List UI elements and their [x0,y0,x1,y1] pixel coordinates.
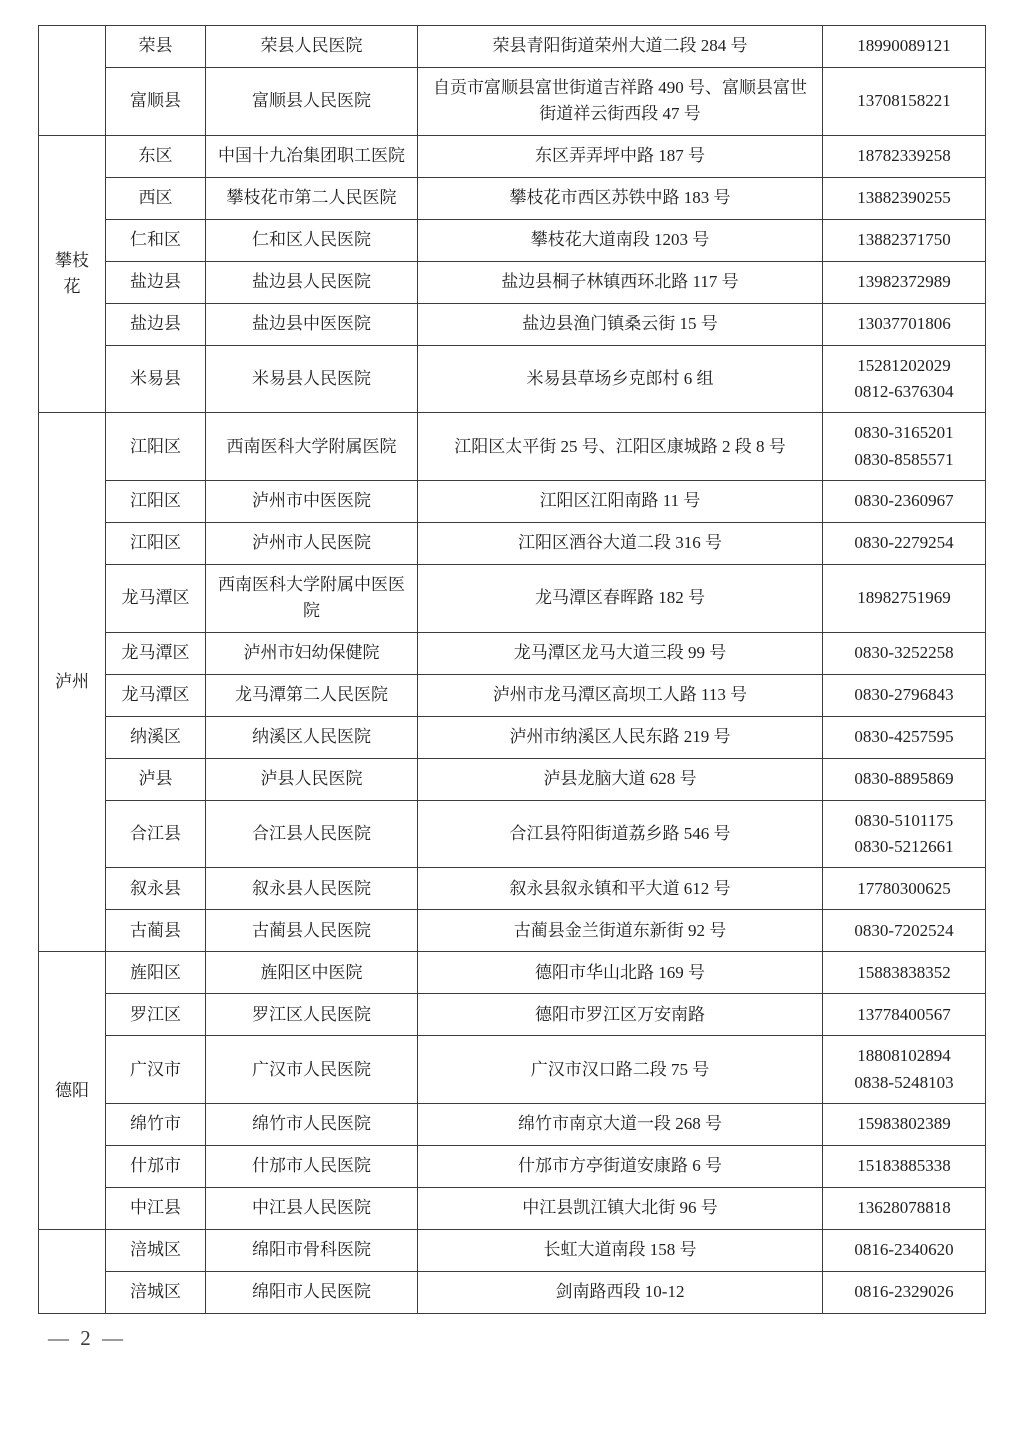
hospital-cell: 叙永县人民医院 [206,868,418,910]
phone-cell [823,1146,986,1188]
district-cell: 绵竹市 [106,1104,206,1146]
phone-cell [823,177,986,219]
address-cell: 泸州市纳溪区人民东路 219 号 [418,716,823,758]
address-cell: 江阳区江阳南路 11 号 [418,481,823,523]
district-cell: 龙马潭区 [106,565,206,633]
phone-cell [823,910,986,952]
phone-cell [823,303,986,345]
district-cell: 合江县 [106,800,206,868]
page-number: — 2 — [48,1326,126,1350]
hospital-cell: 绵阳市人民医院 [206,1272,418,1314]
address-cell: 什邡市方亭街道安康路 6 号 [418,1146,823,1188]
hospital-cell: 泸州市人民医院 [206,523,418,565]
address-cell: 合江县符阳街道荔乡路 546 号 [418,800,823,868]
phone-number: 0830-8585571 [854,449,954,469]
phone-number: 0830-5212661 [854,837,954,857]
hospital-cell: 罗江区人民医院 [206,994,418,1036]
hospital-cell: 富顺县人民医院 [206,68,418,136]
district-cell: 东区 [106,135,206,177]
table-row [39,716,986,758]
district-cell: 广汉市 [106,1036,206,1104]
hospital-cell: 中江县人民医院 [206,1188,418,1230]
phone-cell [823,26,986,68]
hospital-cell: 合江县人民医院 [206,800,418,868]
hospital-cell: 广汉市人民医院 [206,1036,418,1104]
address-cell: 德阳市华山北路 169 号 [418,952,823,994]
phone-number: 0816-2329026 [854,1282,954,1302]
hospital-cell: 绵阳市骨科医院 [206,1230,418,1272]
hospital-cell: 旌阳区中医院 [206,952,418,994]
address-cell: 德阳市罗江区万安南路 [418,994,823,1036]
district-cell: 旌阳区 [106,952,206,994]
district-cell: 古蔺县 [106,910,206,952]
table-row [39,910,986,952]
table-row [39,800,986,868]
district-cell: 泸县 [106,758,206,800]
district-cell: 西区 [106,177,206,219]
table-row [39,68,986,136]
city-cell [39,1230,106,1314]
hospital-cell: 米易县人民医院 [206,345,418,413]
phone-cell [823,523,986,565]
district-cell: 叙永县 [106,868,206,910]
table-row [39,868,986,910]
district-cell: 仁和区 [106,219,206,261]
table-row [39,1272,986,1314]
phone-number: 0830-3165201 [854,423,954,443]
address-cell: 米易县草场乡克郎村 6 组 [418,345,823,413]
address-cell: 龙马潭区龙马大道三段 99 号 [418,632,823,674]
address-cell: 古蔺县金兰街道东新街 92 号 [418,910,823,952]
table-row [39,994,986,1036]
phone-number: 15983802389 [857,1114,951,1134]
phone-number: 0838-5248103 [854,1072,954,1092]
address-cell: 中江县凯江镇大北街 96 号 [418,1188,823,1230]
phone-number: 0830-7202524 [854,920,954,940]
phone-number: 0830-4257595 [854,727,954,747]
address-cell: 盐边县桐子林镇西环北路 117 号 [418,261,823,303]
city-cell: 泸州 [39,413,106,952]
phone-cell [823,994,986,1036]
hospital-cell: 荣县人民医院 [206,26,418,68]
district-cell: 罗江区 [106,994,206,1036]
address-cell: 泸州市龙马潭区高坝工人路 113 号 [418,674,823,716]
district-cell: 中江县 [106,1188,206,1230]
phone-number: 15281202029 [857,355,951,375]
hospital-cell: 泸州市妇幼保健院 [206,632,418,674]
phone-number: 0830-3252258 [854,643,954,663]
table-row [39,565,986,633]
table-row [39,674,986,716]
hospital-cell: 什邡市人民医院 [206,1146,418,1188]
phone-number: 0830-2796843 [854,685,954,705]
phone-number: 15883838352 [857,962,951,982]
table-row [39,952,986,994]
hospital-cell: 西南医科大学附属医院 [206,413,418,481]
hospital-table-body [39,26,986,1314]
address-cell: 广汉市汉口路二段 75 号 [418,1036,823,1104]
phone-cell [823,1188,986,1230]
table-row [39,219,986,261]
table-row [39,1104,986,1146]
address-cell: 盐边县渔门镇桑云街 15 号 [418,303,823,345]
phone-number: 18782339258 [857,146,951,166]
phone-number: 13882371750 [857,230,951,250]
phone-cell [823,1272,986,1314]
phone-cell [823,1230,986,1272]
address-cell: 叙永县叙永镇和平大道 612 号 [418,868,823,910]
district-cell: 涪城区 [106,1230,206,1272]
hospital-cell: 中国十九冶集团职工医院 [206,135,418,177]
phone-number: 17780300625 [857,878,951,898]
district-cell: 龙马潭区 [106,632,206,674]
city-cell: 攀枝花 [39,135,106,413]
phone-number: 13982372989 [857,272,951,292]
district-cell: 涪城区 [106,1272,206,1314]
table-row [39,523,986,565]
phone-cell [823,68,986,136]
district-cell: 江阳区 [106,523,206,565]
district-cell: 荣县 [106,26,206,68]
district-cell: 米易县 [106,345,206,413]
table-row [39,1146,986,1188]
phone-number: 18982751969 [857,588,951,608]
phone-number: 0830-8895869 [854,769,954,789]
address-cell: 自贡市富顺县富世街道吉祥路 490 号、富顺县富世街道祥云街西段 47 号 [418,68,823,136]
phone-cell [823,565,986,633]
phone-cell [823,758,986,800]
district-cell: 纳溪区 [106,716,206,758]
district-cell: 江阳区 [106,481,206,523]
address-cell: 江阳区酒谷大道二段 316 号 [418,523,823,565]
phone-cell [823,716,986,758]
address-cell: 绵竹市南京大道一段 268 号 [418,1104,823,1146]
phone-number: 0830-5101175 [854,810,954,830]
table-row [39,413,986,481]
table-row [39,481,986,523]
address-cell: 龙马潭区春晖路 182 号 [418,565,823,633]
district-cell: 龙马潭区 [106,674,206,716]
district-cell: 盐边县 [106,303,206,345]
phone-number: 0830-2360967 [854,491,954,511]
table-row [39,261,986,303]
hospital-cell: 攀枝花市第二人民医院 [206,177,418,219]
table-row [39,26,986,68]
table-row [39,303,986,345]
phone-number: 13708158221 [857,91,951,111]
hospital-cell: 泸县人民医院 [206,758,418,800]
hospital-cell: 仁和区人民医院 [206,219,418,261]
phone-cell [823,1104,986,1146]
hospital-cell: 盐边县中医医院 [206,303,418,345]
table-row [39,345,986,413]
city-cell [39,26,106,136]
hospital-cell: 绵竹市人民医院 [206,1104,418,1146]
hospital-cell: 古蔺县人民医院 [206,910,418,952]
phone-number: 13778400567 [857,1004,951,1024]
phone-number: 13882390255 [857,188,951,208]
address-cell: 攀枝花大道南段 1203 号 [418,219,823,261]
hospital-cell: 盐边县人民医院 [206,261,418,303]
phone-number: 0812-6376304 [854,382,954,402]
phone-number: 0830-2279254 [854,533,954,553]
table-row [39,1230,986,1272]
address-cell: 泸县龙脑大道 628 号 [418,758,823,800]
hospital-cell: 龙马潭第二人民医院 [206,674,418,716]
address-cell: 攀枝花市西区苏铁中路 183 号 [418,177,823,219]
phone-cell [823,481,986,523]
hospital-table [38,25,986,1314]
address-cell: 东区弄弄坪中路 187 号 [418,135,823,177]
district-cell: 什邡市 [106,1146,206,1188]
table-row [39,135,986,177]
phone-cell [823,800,986,868]
phone-number: 13037701806 [857,314,951,334]
district-cell: 富顺县 [106,68,206,136]
address-cell: 长虹大道南段 158 号 [418,1230,823,1272]
phone-cell [823,219,986,261]
phone-cell [823,413,986,481]
table-row [39,632,986,674]
address-cell: 剑南路西段 10-12 [418,1272,823,1314]
phone-number: 0816-2340620 [854,1240,954,1260]
phone-number: 18990089121 [857,36,951,56]
phone-cell [823,1036,986,1104]
phone-number: 13628078818 [857,1198,951,1218]
address-cell: 荣县青阳街道荣州大道二段 284 号 [418,26,823,68]
phone-cell [823,674,986,716]
hospital-cell: 泸州市中医医院 [206,481,418,523]
district-cell: 江阳区 [106,413,206,481]
district-cell: 盐边县 [106,261,206,303]
phone-cell [823,261,986,303]
city-cell: 德阳 [39,952,106,1230]
phone-number: 18808102894 [857,1046,951,1066]
table-row [39,758,986,800]
phone-cell [823,952,986,994]
hospital-cell: 纳溪区人民医院 [206,716,418,758]
phone-cell [823,135,986,177]
phone-cell [823,345,986,413]
phone-number: 15183885338 [857,1156,951,1176]
phone-cell [823,868,986,910]
hospital-cell: 西南医科大学附属中医医院 [206,565,418,633]
table-row [39,177,986,219]
phone-cell [823,632,986,674]
address-cell: 江阳区太平街 25 号、江阳区康城路 2 段 8 号 [418,413,823,481]
table-row [39,1188,986,1230]
table-row [39,1036,986,1104]
